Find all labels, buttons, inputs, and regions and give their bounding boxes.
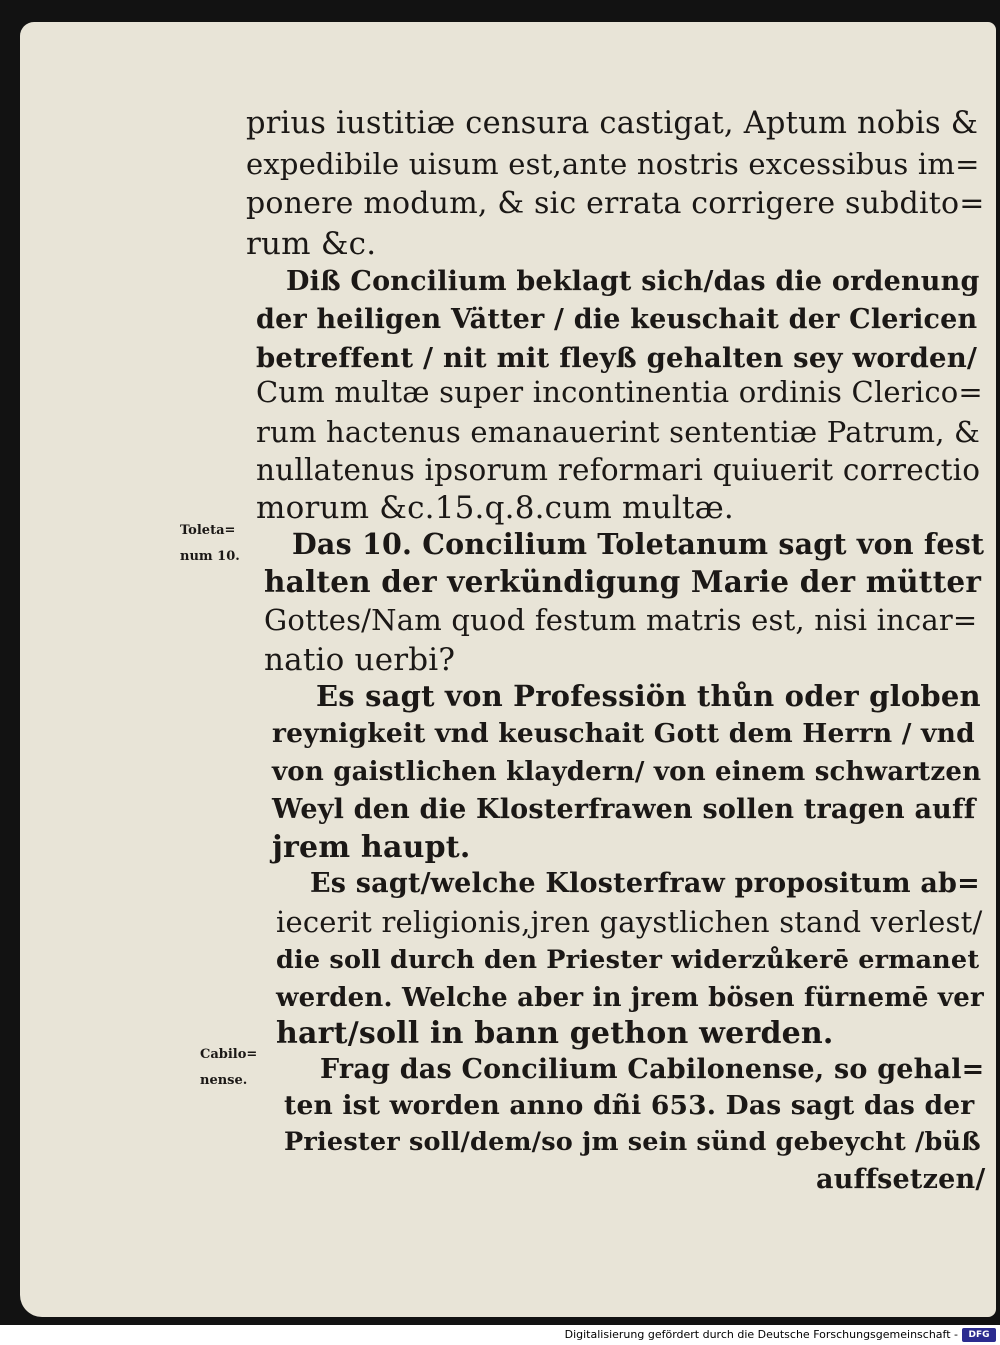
margin-note-cabilonense	[200, 1042, 257, 1094]
book-page	[20, 22, 996, 1317]
text-line: der heiligen Vätter / die keuschait der Clericen	[256, 304, 978, 335]
dfg-logo: DFG	[962, 1328, 996, 1342]
margin-note-line: Toleta=	[180, 523, 236, 538]
text-line: natio uerbi?	[264, 642, 456, 678]
text-line: Weyl den die Klosterfrawen sollen tragen auff	[272, 794, 976, 825]
text-line: die soll durch den Priester widerzůkerē ermanet	[276, 945, 980, 975]
footer-bar	[0, 1325, 1000, 1345]
text-line: expedibile uisum est,ante nostris excessibus im=	[246, 147, 980, 181]
text-line: rum hactenus emanauerint sententiæ Patrum, &	[256, 415, 981, 449]
text-line: jrem haupt.	[272, 830, 471, 865]
text-line: Es sagt/welche Klosterfraw propositum ab=	[310, 868, 980, 899]
text-line: werden. Welche aber in jrem bösen fürnemē ver	[276, 983, 984, 1013]
text-line: Cum multæ super incontinentia ordinis Clerico=	[256, 375, 983, 409]
text-line: Diß Concilium beklagt sich/das die ordenung	[286, 266, 980, 297]
text-line: nullatenus ipsorum reformari quiuerit correctio	[256, 453, 981, 487]
text-line: Das 10. Concilium Toletanum sagt von fest	[292, 527, 985, 561]
text-line: Es sagt von Professiön thůn oder globen	[316, 679, 981, 713]
text-line: ten ist worden anno dñi 653. Das sagt das der	[284, 1090, 975, 1121]
funding-credit: Digitalisierung gefördert durch die Deutsche Forschungsgemeinschaft -	[564, 1328, 958, 1341]
text-line: auffsetzen/	[816, 1164, 986, 1195]
text-line: rum &c.	[246, 226, 377, 262]
text-line: Priester soll/dem/so jm sein sünd gebeycht /büß	[284, 1127, 981, 1157]
text-line: betreffent / nit mit fleyß gehalten sey worden/	[256, 342, 978, 374]
page-text	[20, 22, 996, 1317]
margin-note-toletanum	[180, 518, 240, 570]
margin-note-line: num 10.	[180, 549, 240, 564]
text-line: hart/soll in bann gethon werden.	[276, 1016, 834, 1051]
text-line: reynigkeit vnd keuschait Gott dem Herrn / vnd	[272, 718, 975, 749]
text-line: Frag das Concilium Cabilonense, so gehal=	[320, 1054, 985, 1085]
text-line: iecerit religionis,jren gaystlichen stand verlest/	[276, 905, 983, 939]
text-line: halten der verkündigung Marie der mütter	[264, 564, 982, 599]
text-line: Gottes/Nam quod festum matris est, nisi incar=	[264, 603, 978, 637]
margin-note-line: nense.	[200, 1073, 248, 1088]
text-line: prius iustitiæ censura castigat, Aptum nobis &	[246, 106, 979, 141]
text-line: morum &c.15.q.8.cum multæ.	[256, 490, 734, 526]
text-line: ponere modum, & sic errata corrigere subdito=	[246, 186, 985, 221]
margin-note-line: Cabilo=	[200, 1047, 258, 1062]
text-line: von gaistlichen klaydern/ von einem schwartzen	[272, 757, 982, 787]
